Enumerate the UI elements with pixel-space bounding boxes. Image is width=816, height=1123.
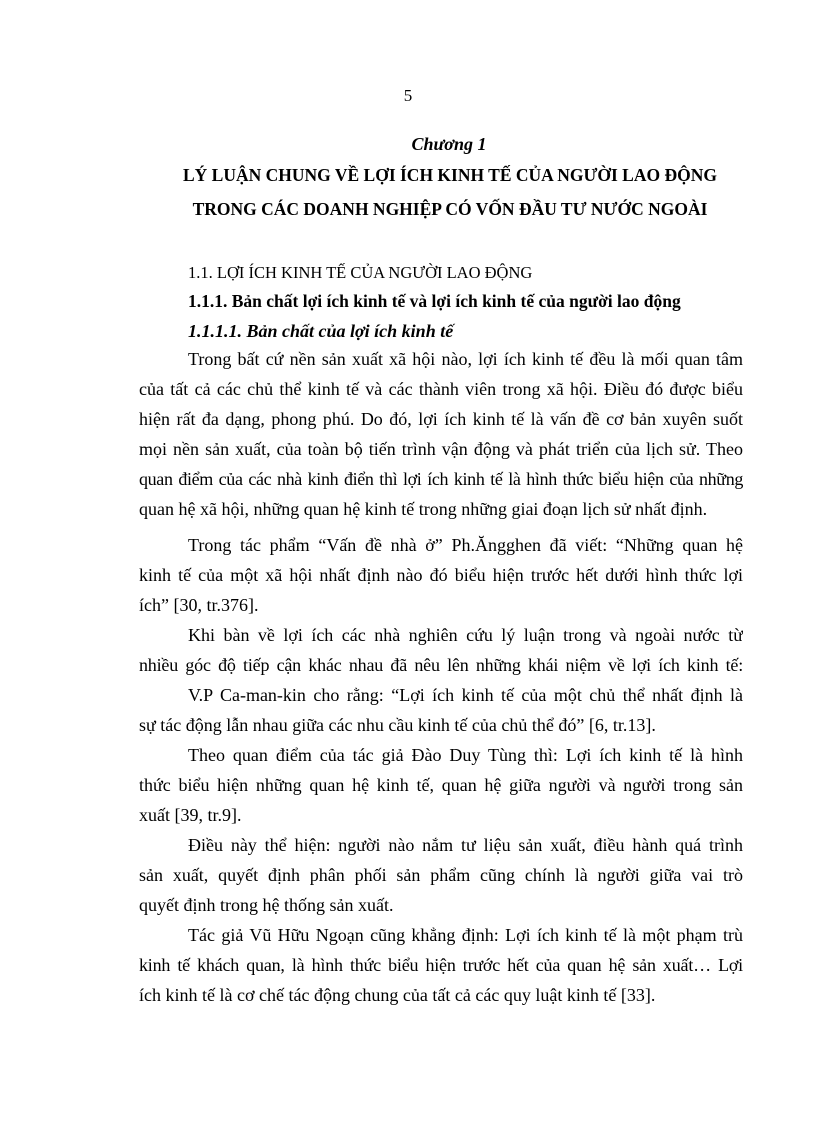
body-text-line: xuất [39, tr.9]. bbox=[139, 805, 242, 825]
body-text-line: thức biểu hiện những quan hệ kinh tế, quan hệ giữa người và người trong sản bbox=[139, 775, 743, 795]
body-text-line: hiện rất đa dạng, phong phú. Do đó, lợi ích kinh tế là vấn đề cơ bản xuyên suốt bbox=[139, 409, 743, 429]
body-text-line: Tác giả Vũ Hữu Ngoạn cũng khẳng định: Lợi ích kinh tế là một phạm trù bbox=[188, 925, 743, 945]
section-heading-1-1-1: 1.1.1. Bản chất lợi ích kinh tế và lợi ích kinh tế của người lao động bbox=[188, 291, 681, 311]
body-text-line: sản xuất, quyết định phân phối sản phẩm cũng chính là người giữa vai trò bbox=[139, 865, 743, 885]
body-text-line: nhiều góc độ tiếp cận khác nhau đã nêu lên những khái niệm về lợi ích kinh tế: bbox=[139, 655, 743, 675]
body-text-line: kinh tế khách quan, là hình thức biểu hiện trước hết của quan hệ sản xuất… Lợi bbox=[139, 955, 743, 975]
body-text-line: quyết định trong hệ thống sản xuất. bbox=[139, 895, 394, 915]
body-text-line: Trong tác phẩm “Vấn đề nhà ở” Ph.Ăngghen đã viết: “Những quan hệ bbox=[188, 535, 743, 555]
body-text-line: mọi nền sản xuất, của toàn bộ tiến trình vận động và phát triển của lịch sử. Theo bbox=[139, 439, 743, 459]
body-text-line: ích kinh tế là cơ chế tác động chung của tất cả các quy luật kinh tế [33]. bbox=[139, 985, 656, 1005]
body-text-line: V.P Ca-man-kin cho rằng: “Lợi ích kinh tế của một chủ thể nhất định là bbox=[188, 685, 743, 705]
chapter-label: Chương 1 bbox=[411, 134, 487, 154]
body-text-line: quan hệ xã hội, những quan hệ kinh tế trong những giai đoạn lịch sử nhất định. bbox=[139, 499, 708, 519]
body-text-line: quan điểm của các nhà kinh điển thì lợi ích kinh tế là hình thức biểu hiện của những bbox=[139, 469, 743, 489]
page-number: 5 bbox=[403, 86, 413, 105]
body-text-line: sự tác động lẫn nhau giữa các nhu cầu kinh tế của chủ thể đó” [6, tr.13]. bbox=[139, 715, 656, 735]
chapter-title-line: LÝ LUẬN CHUNG VỀ LỢI ÍCH KINH TẾ CỦA NGƯỜI LAO ĐỘNG bbox=[183, 165, 717, 185]
body-text-line: Theo quan điểm của tác giả Đào Duy Tùng thì: Lợi ích kinh tế là hình bbox=[188, 745, 743, 765]
body-text-line: kinh tế của một xã hội nhất định nào đó biểu hiện trước hết dưới hình thức lợi bbox=[139, 565, 743, 585]
body-text-line: của tất cả các chủ thể kinh tế và các thành viên trong xã hội. Điều đó được biểu bbox=[139, 379, 743, 399]
section-heading-1-1: 1.1. LỢI ÍCH KINH TẾ CỦA NGƯỜI LAO ĐỘNG bbox=[188, 263, 533, 282]
chapter-title-line: TRONG CÁC DOANH NGHIỆP CÓ VỐN ĐẦU TƯ NƯỚC NGOÀI bbox=[192, 199, 708, 219]
body-text-line: Điều này thể hiện: người nào nắm tư liệu sản xuất, điều hành quá trình bbox=[188, 835, 743, 855]
body-text-line: Khi bàn về lợi ích các nhà nghiên cứu lý luận trong và ngoài nước từ bbox=[188, 625, 743, 645]
body-text-line: ích” [30, tr.376]. bbox=[139, 595, 259, 615]
body-text-line: Trong bất cứ nền sản xuất xã hội nào, lợi ích kinh tế đều là mối quan tâm bbox=[188, 349, 743, 369]
section-heading-1-1-1-1: 1.1.1.1. Bản chất của lợi ích kinh tế bbox=[188, 321, 454, 341]
